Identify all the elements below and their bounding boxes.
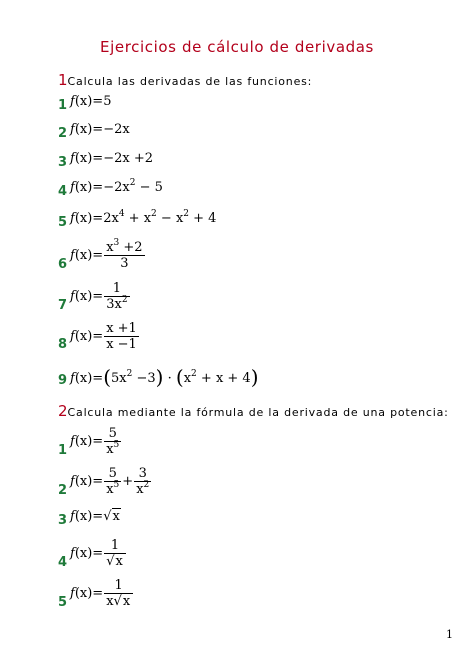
exercise-formula: f(x)= $\frac{5}{x^5}$ + $\frac{3}{x^2}$: [70, 466, 150, 497]
section-instruction: Calcula las derivadas de las funciones:: [67, 75, 313, 88]
exercise-number: 6: [58, 257, 68, 272]
exercise-formula: f(x)= $\frac{1}{√x}$: [70, 538, 127, 569]
exercise-number: 3: [58, 155, 68, 170]
exercise-number: 2: [58, 126, 68, 141]
exercise-formula: $f(x)=2x^4 + x^2 - x^2 + 4$: [70, 209, 217, 226]
exercise-number: 5: [58, 595, 68, 610]
exercise-formula: f(x)=5: [70, 94, 112, 109]
exercise-number: 4: [58, 555, 68, 570]
section-instruction: Calcula mediante la fórmula de la derivada de una potencia:: [67, 406, 449, 419]
exercise-formula: $f(x)=(5x^2 -3) \cdot (x^2 + x + 4)$: [70, 365, 259, 389]
section-1-header: [58, 70, 312, 89]
exercise-number: 3: [58, 513, 68, 528]
exercise-number: 1: [58, 443, 68, 458]
section-number: 2: [58, 402, 68, 420]
exercise-number: 4: [58, 184, 68, 199]
page-number: 1: [446, 628, 453, 641]
exercise-formula: f(x)=−2x: [70, 122, 130, 137]
exercise-formula: f(x)= $\frac{x +1}{x -1}$: [70, 321, 137, 352]
exercise-formula: f(x)= $\frac{5}{x^5}$: [70, 426, 120, 457]
exercise-formula: f(x)=√x: [70, 509, 120, 524]
page-title: Ejercicios de cálculo de derivadas: [100, 38, 374, 56]
exercise-formula: f(x)= $\frac{1}{3x^2}$: [70, 281, 128, 312]
exercise-number: 7: [58, 298, 68, 313]
exercise-formula: f(x)= $\frac{1}{x√x}$: [70, 578, 134, 609]
exercise-formula: $f(x)=-2x^2 - 5$: [70, 178, 163, 195]
exercise-number: 9: [58, 373, 68, 388]
section-2-header: [58, 401, 449, 420]
exercise-number: 5: [58, 215, 68, 230]
section-number: 1: [58, 71, 68, 89]
exercise-number: 1: [58, 98, 68, 113]
exercise-formula: f(x)=−2x +2: [70, 151, 153, 166]
exercise-number: 8: [58, 337, 68, 352]
exercise-number: 2: [58, 483, 68, 498]
exercise-formula: f(x)= $\frac{x^3 +2}{3}$: [70, 238, 143, 271]
